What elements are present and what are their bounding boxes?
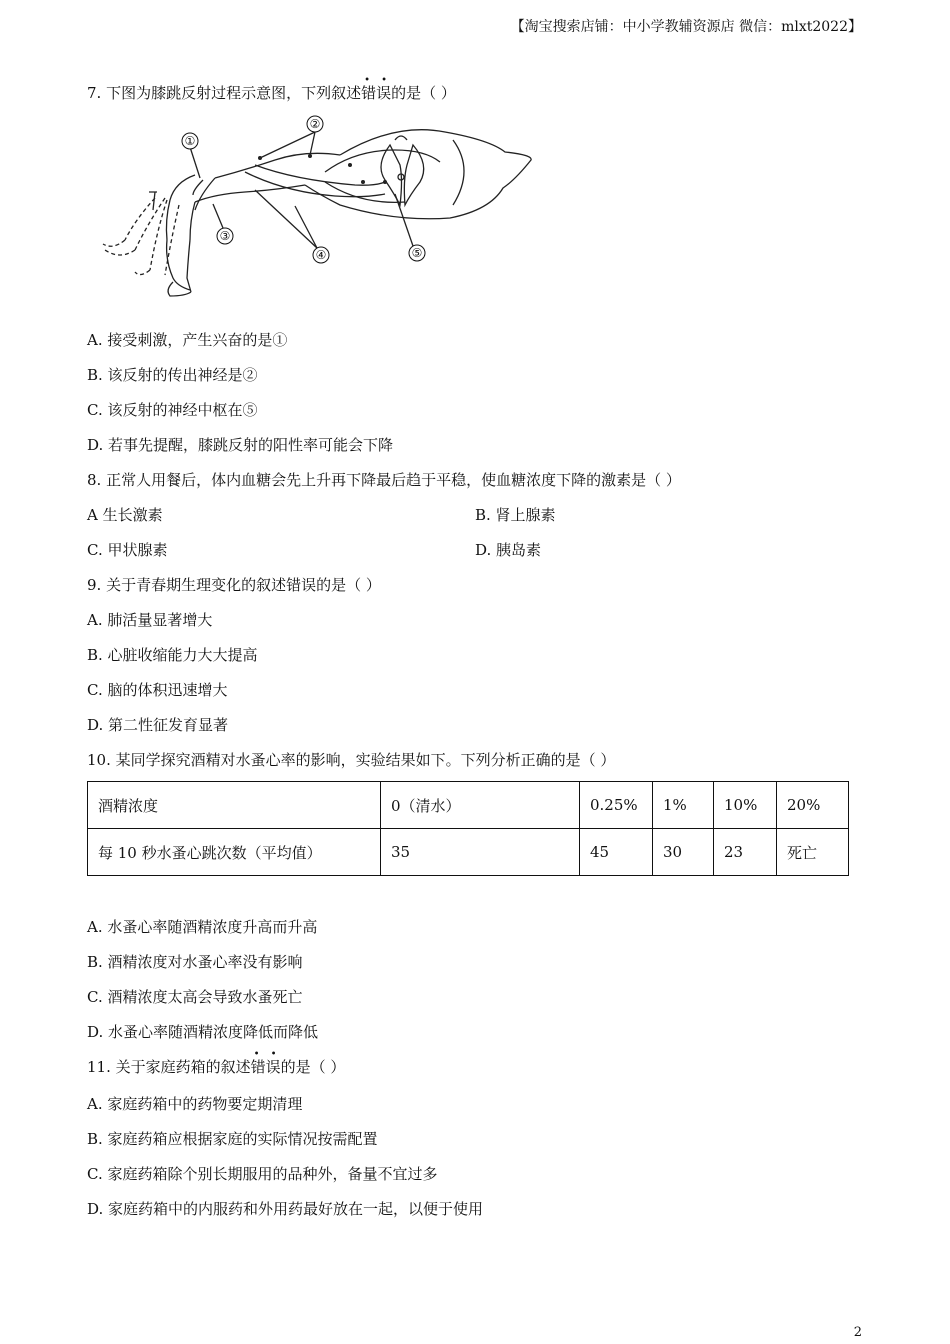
q7-stem-post: 的是（ ） [391,84,456,102]
table-cell: 23 [714,829,777,876]
q11-stem [87,1049,346,1077]
label-5: ⑤ [411,246,423,260]
q7-stem-pre: 7. 下图为膝跳反射过程示意图，下列叙述 [87,84,362,102]
table-cell: 每 10 秒水蚤心跳次数（平均值） [88,829,381,876]
table-cell: 死亡 [777,829,849,876]
table-row [88,782,849,829]
q8-option-b[interactable]: B. 肾上腺素 [475,506,556,524]
table-cell: 30 [653,829,714,876]
table-cell: 35 [381,829,580,876]
table-cell: 0.25% [580,782,653,829]
q8-option-c[interactable]: C. 甲状腺素 [87,541,168,559]
q11-option-d[interactable]: D. 家庭药箱中的内服药和外用药最好放在一起，以便于使用 [87,1200,484,1218]
label-1: ① [184,134,196,148]
table-cell: 1% [653,782,714,829]
q9-stem: 9. 关于青春期生理变化的叙述错误的是（ ） [87,576,381,594]
table-cell: 45 [580,829,653,876]
page-number: 2 [853,1325,862,1340]
q10-option-b[interactable]: B. 酒精浓度对水蚤心率没有影响 [87,953,303,971]
q11-stem-post: 的是（ ） [280,1058,346,1076]
q9-option-a[interactable]: A. 肺活量显著增大 [87,611,213,629]
q10-stem: 10. 某同学探究酒精对水蚤心率的影响，实验结果如下。下列分析正确的是（ ） [87,751,616,769]
q9-option-b[interactable]: B. 心脏收缩能力大大提高 [87,646,258,664]
q10-option-c[interactable]: C. 酒精浓度太高会导致水蚤死亡 [87,988,303,1006]
table-cell: 酒精浓度 [88,782,381,829]
q8-option-d[interactable]: D. 胰岛素 [475,541,542,559]
q7-option-c[interactable]: C. 该反射的神经中枢在⑤ [87,401,258,419]
q11-stem-emphasis: • • 错误 [250,1049,281,1076]
table-cell: 10% [714,782,777,829]
label-2: ② [309,117,321,131]
table-cell: 20% [777,782,849,829]
q11-option-b[interactable]: B. 家庭药箱应根据家庭的实际情况按需配置 [87,1130,378,1148]
page-header: 【淘宝搜索店铺：中小学教辅资源店 微信：mlxt2022】 [510,19,862,35]
q10-option-a[interactable]: A. 水蚤心率随酒精浓度升高而升高 [87,918,318,936]
q9-option-d[interactable]: D. 第二性征发育显著 [87,716,229,734]
q10-data-table [87,781,849,876]
q9-option-c[interactable]: C. 脑的体积迅速增大 [87,681,228,699]
q7-stem [87,75,456,103]
q8-option-a[interactable]: A 生长激素 [87,506,163,524]
q8-stem: 8. 正常人用餐后，体内血糖会先上升再下降最后趋于平稳，使血糖浓度下降的激素是（ ） [87,471,681,489]
q7-option-d[interactable]: D. 若事先提醒，膝跳反射的阳性率可能会下降 [87,436,394,454]
q7-stem-emphasis: • • 错误 [361,75,392,102]
q11-option-c[interactable]: C. 家庭药箱除个别长期服用的品种外，备量不宜过多 [87,1165,438,1183]
q7-option-b[interactable]: B. 该反射的传出神经是② [87,366,258,384]
q11-stem-pre: 11. 关于家庭药箱的叙述 [87,1058,251,1076]
table-cell: 0（清水） [381,782,580,829]
table-row [88,829,849,876]
label-3: ③ [219,229,231,243]
q10-option-d[interactable]: D. 水蚤心率随酒精浓度降低而降低 [87,1023,319,1041]
knee-jerk-reflex-diagram [95,110,535,300]
label-4: ④ [315,248,327,262]
q11-option-a[interactable]: A. 家庭药箱中的药物要定期清理 [87,1095,303,1113]
q7-option-a[interactable]: A. 接受刺激，产生兴奋的是① [87,331,288,349]
